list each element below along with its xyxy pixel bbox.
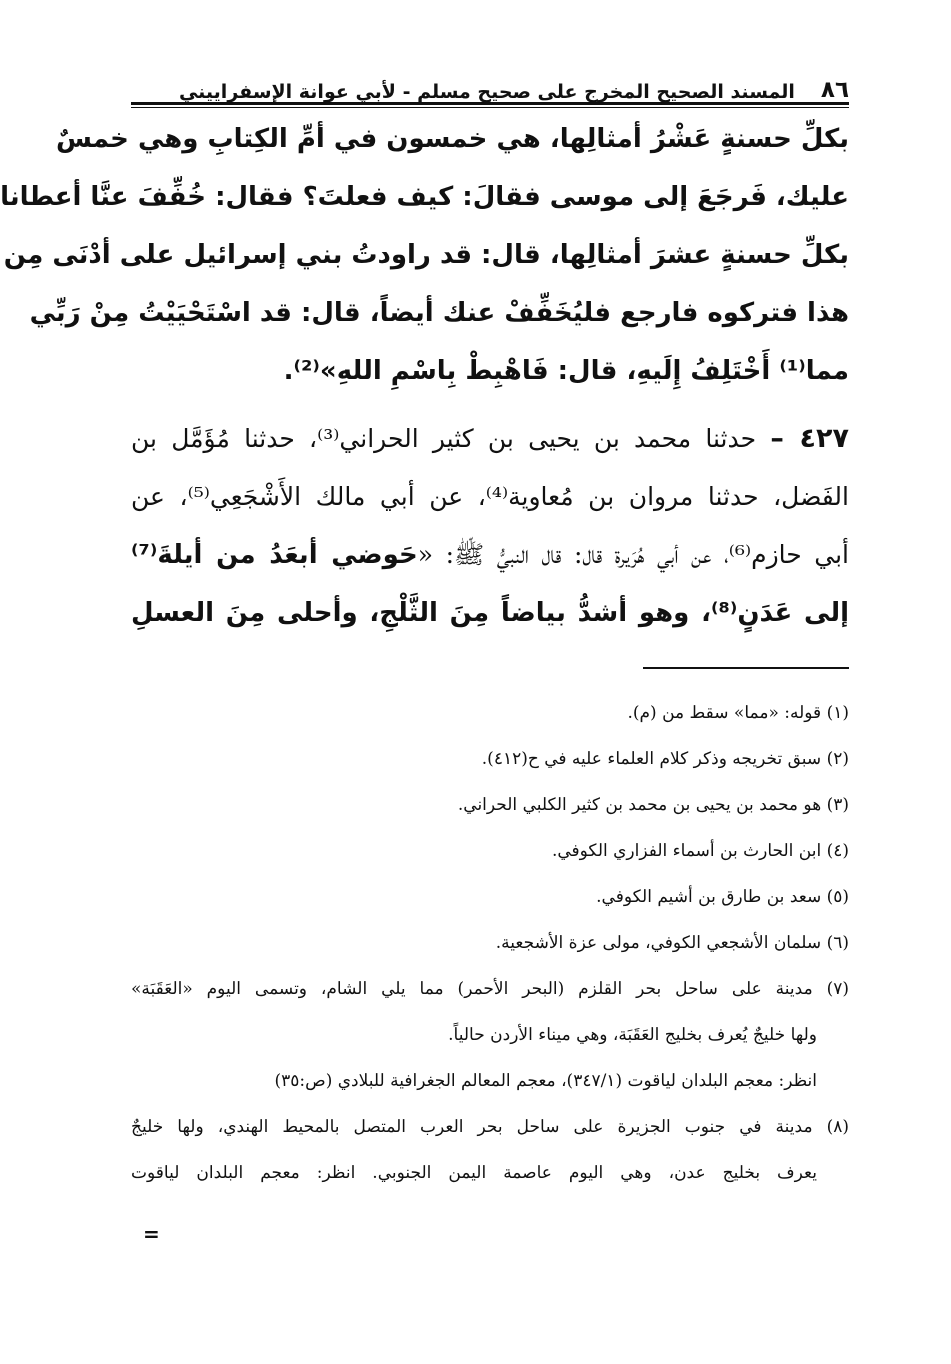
footnote-1: (١) قوله: «مما» سقط من (م).: [627, 703, 849, 723]
page-number: ٨٦: [820, 77, 849, 103]
text-line: مما⁽¹⁾ أَخْتَلِفُ إِلَيهِ، قال: فَاهْبِطْ بِاسْمِ اللهِ»⁽²⁾.: [283, 356, 849, 386]
running-header: [131, 62, 849, 102]
footnote-8-continued: يعرف بخليج عدن، وهي اليوم عاصمة اليمن الجنوبي. انظر: معجم البلدان لياقوت: [131, 1163, 817, 1183]
hadith-line: [131, 410, 849, 468]
footnote-separator: [643, 667, 849, 669]
isnad-text: حدثنا محمد بن يحيى بن كثير الحراني⁽³⁾، حدثنا مُؤَمَّل بن: [131, 424, 757, 453]
hadith-line-mixed: [131, 526, 849, 584]
matn-text: حَوضي أبعَدُ من أيلةَ⁽⁷⁾: [131, 540, 418, 570]
footnote-3: (٣) هو محمد بن يحيى بن محمد بن كثير الكلبي الحراني.: [457, 795, 849, 815]
footnote-5: (٥) سعد بن طارق بن أشيم الكوفي.: [596, 887, 849, 907]
header-rule: [131, 102, 849, 105]
text-line: بكلِّ حسنةٍ عشرَ أمثالِها، قال: قد راودتُ بني إسرائيل على أدْنَى مِن: [3, 240, 849, 270]
isnad-text: أبي حازم⁽⁶⁾، عن أبي هُرَيرة قال: قال النبيُّ ﷺ: «: [417, 540, 850, 569]
text-line: بكلِّ حسنةٍ عَشْرُ أمثالِها، هي خمسون في أمِّ الكِتابِ وهي خمسٌ: [56, 124, 849, 154]
continuation-mark: =: [143, 1222, 160, 1246]
footnote-6: (٦) سلمان الأشجعي الكوفي، مولى عزة الأشجعية.: [495, 933, 849, 953]
footnote-7: (٧) مدينة على ساحل بحر القلزم (البحر الأحمر) مما يلي الشام، وتسمى اليوم «العَقَبَة»: [131, 979, 849, 999]
text-line: إلى عَدَنٍ⁽⁸⁾، وهو أشدُّ بياضاً مِنَ الثَّلْجِ، وأحلى مِنَ العسلِ: [131, 598, 849, 628]
footnote-4: (٤) ابن الحارث بن أسماء الفزاري الكوفي.: [551, 841, 849, 861]
text-line: الفَضل، حدثنا مروان بن مُعاوية⁽⁴⁾، عن أبي مالك الأَشْجَعِي⁽⁵⁾، عن: [131, 482, 849, 511]
footnotes: [131, 690, 849, 1196]
main-text: [0, 110, 850, 642]
hadith-number: ٤٢٧ –: [770, 423, 849, 454]
footnote-2: (٢) سبق تخريجه وذكر كلام العلماء عليه في ح(٤١٢).: [481, 749, 849, 769]
running-title: المسند الصحيح المخرج على صحيح مسلم - لأبي عوانة الإسفراييني: [178, 81, 795, 103]
footnote-7-continued: ولها خليجٌ يُعرف بخليج العَقَبَة، وهي ميناء الأردن حالياً.: [448, 1025, 817, 1045]
text-line: عليك، فَرجَعَ إلى موسى فقالَ: كيف فعلتَ؟ فقال: خُفِّفَ عنَّا أعطانا: [0, 182, 849, 212]
footnote-7-reference: انظر: معجم البلدان لياقوت (٣٤٧/١)، معجم المعالم الجغرافية للبلادي (ص:٣٥): [274, 1071, 817, 1091]
footnote-8: (٨) مدينة في جنوب الجزيرة على ساحل بحر العرب المتصل بالمحيط الهندي، ولها خليجٌ: [131, 1117, 849, 1137]
paragraph-gap: [131, 400, 849, 410]
header-rule-thin: [131, 107, 849, 108]
text-line: هذا فتركوه فارجع فليُخَفِّفْ عنك أيضاً، قال: قد اسْتَحْيَيْتُ مِنْ رَبِّي: [29, 298, 849, 328]
